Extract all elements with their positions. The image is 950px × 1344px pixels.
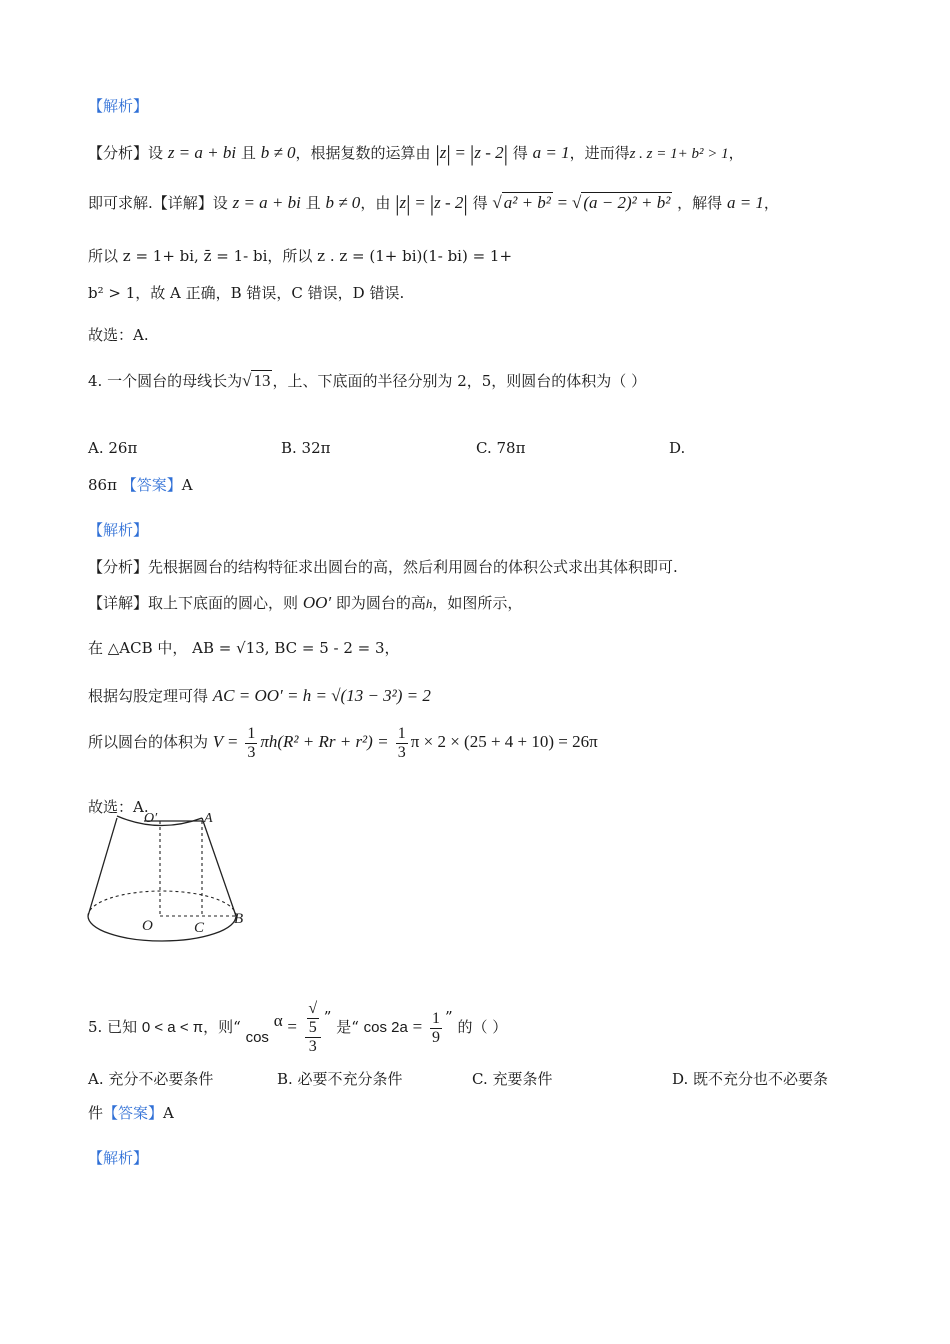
text: 86π [88,476,117,494]
text: 的（ ） [457,1018,508,1036]
fraction-sqrt5-over-3: √ 5 3 [305,1000,321,1056]
q4-choose: 故选：A. [88,798,149,816]
math: z - 2 [474,143,504,162]
q5-jiexi-heading: 【解析】 [88,1149,149,1167]
fenxi-label: 【分析】 [88,558,149,576]
answer-label: 【答案】 [121,476,182,494]
text: 且 [305,194,321,212]
math: a = 1 [726,193,764,212]
math-b: b ≠ 0 [260,143,296,162]
math: V [212,732,224,751]
math: z - 2 [434,193,464,212]
fig-label-c: C [194,920,205,936]
math: = [415,193,425,212]
xiangjie-label: 【详解】 [88,594,149,612]
math: z [399,193,407,212]
q4-triangle-line: 在 △ACB 中， AB = √13, BC = 5 - 2 = 3， [88,639,400,657]
frustum-figure [84,806,259,951]
q5-answer-line [88,1102,174,1124]
text: 件 [88,1104,104,1122]
text: 设 [212,194,228,212]
q4-option-b: B. 32π [281,439,331,457]
q4-fenxi [88,556,678,578]
q3-choose: 故选：A. [88,326,149,344]
q5-option-b: B. 必要不充分条件 [277,1070,403,1088]
text: ，根据复数的运算由 [295,144,431,162]
q5-option-a: A. 充分不必要条件 [88,1070,214,1088]
q4-stem: 4. 一个圆台的母线长为√ 13 ，上、下底面的半径分别为 2，5，则圆台的体积为（ ） [88,371,647,390]
fraction-one-ninth: $\frac{1}{9}$ [432,1009,441,1046]
fig-label-b: B [234,911,244,927]
text: 是“ [336,1018,359,1036]
math: b ≠ 0 [325,193,361,212]
math: α [273,1011,283,1030]
math: OO′ [302,593,332,612]
answer-label: 【答案】 [103,1104,164,1122]
math: cos 2a [363,1019,408,1036]
math: = [455,143,466,162]
fig-label-a: A [204,811,213,826]
fraction-one-third: $\frac{1}{3}$ [247,724,256,761]
math: a² + b² [503,193,551,212]
math: z . z = 1+ b² > 1 [629,146,729,162]
math: z [439,143,447,162]
math: πh(R² + Rr + r²) = [260,732,393,751]
q4-answer-line [88,474,193,496]
text: ，如图所示， [432,594,523,612]
math-z: z = a + bi [167,143,237,162]
math: a = 1 [532,143,570,162]
q3-xiangjie-line: 即可求解.【详解】设 z = a + bi 且 b ≠ 0，由 |z| = |z - 2| 得 √ a² + b² = √ (a − 2)² + b² ，解得 a = 1， [88,191,779,216]
text: 得 [472,194,488,212]
text: 即可求解. [88,194,153,212]
text: ，则“ [203,1018,241,1036]
text: 得 [512,144,528,162]
math: z = a + bi [232,193,301,212]
text: ， [728,144,744,162]
text: 先根据圆台的结构特征求出圆台的高，然后利用圆台的体积公式求出其体积即可. [148,558,678,576]
math: = [557,193,568,212]
text: 且 [240,144,256,162]
q4-option-c: C. 78π [476,439,526,457]
text: 即为圆台的高 [335,594,426,612]
fraction-one-third: $\frac{1}{3}$ [397,724,406,761]
q5-option-d: D. 既不充分也不必要条 [672,1070,829,1088]
math: 0 < a < π [141,1019,204,1036]
text: ， [763,194,779,212]
q3-line4: b² > 1，故 A 正确，B 错误，C 错误，D 错误. [88,284,405,302]
text: 根据勾股定理可得 [88,687,209,705]
text: ，由 [360,194,391,212]
q5-stem: 5. 已知 0 < a < π，则“ cos α = √ 5 3 ” 是“ cos 2a = $\frac{1}{9}$ ” 的（ ） [88,1000,508,1055]
text: ，解得 [677,194,723,212]
math: π × 2 × (25 + 4 + 10) = 26π [410,732,598,751]
text: 设 [148,144,164,162]
math: (a − 2)² + b² [583,193,671,212]
text: 5. 已知 [88,1018,138,1036]
q4-volume-line: 所以圆台的体积为 V = $\frac{1}{3}$ πh(R² + Rr + r²) = $\frac{1}{3}$ π × 2 × (25 + 4 + 10) = 26π [88,724,598,761]
math: 13 [253,371,271,390]
q3-fenxi-line: 【分析】设 z = a + bi 且 b ≠ 0，根据复数的运算由 |z| = |z - 2| 得 a = 1，进而得z . z = 1+ b² > 1， [88,141,744,166]
xiangjie-label: 【详解】 [152,194,213,212]
fig-label-o-prime: O′ [144,811,158,826]
text: 取上下底面的圆心，则 [148,594,299,612]
text: 所以圆台的体积为 [88,733,209,751]
q4-gougu-line [88,685,431,707]
answer: A [163,1104,174,1122]
jiexi-heading: 【解析】 [88,97,149,115]
fenxi-label: 【分析】 [88,144,149,162]
q4-option-d: D. [669,439,686,457]
fig-label-o: O [142,918,153,934]
q4-xiangjie [88,592,522,615]
q5-option-c: C. 充要条件 [472,1070,553,1088]
q4-option-a: A. 26π [88,439,138,457]
answer: A [181,476,193,494]
text: ，上、下底面的半径分别为 2，5，则圆台的体积为（ ） [272,372,647,390]
text: 4. 一个圆台的母线长为 [88,372,243,390]
math: h [425,596,433,611]
q4-jiexi-heading: 【解析】 [88,521,149,539]
math: AC = OO′ = h = √(13 − 3²) = 2 [212,686,431,705]
text: ，进而得 [569,144,630,162]
math: cos [245,1029,269,1046]
q3-line3: 所以 z = 1+ bi, z̄ = 1- bi，所以 z . z = (1+ bi)(1- bi) = 1+ [88,247,513,265]
